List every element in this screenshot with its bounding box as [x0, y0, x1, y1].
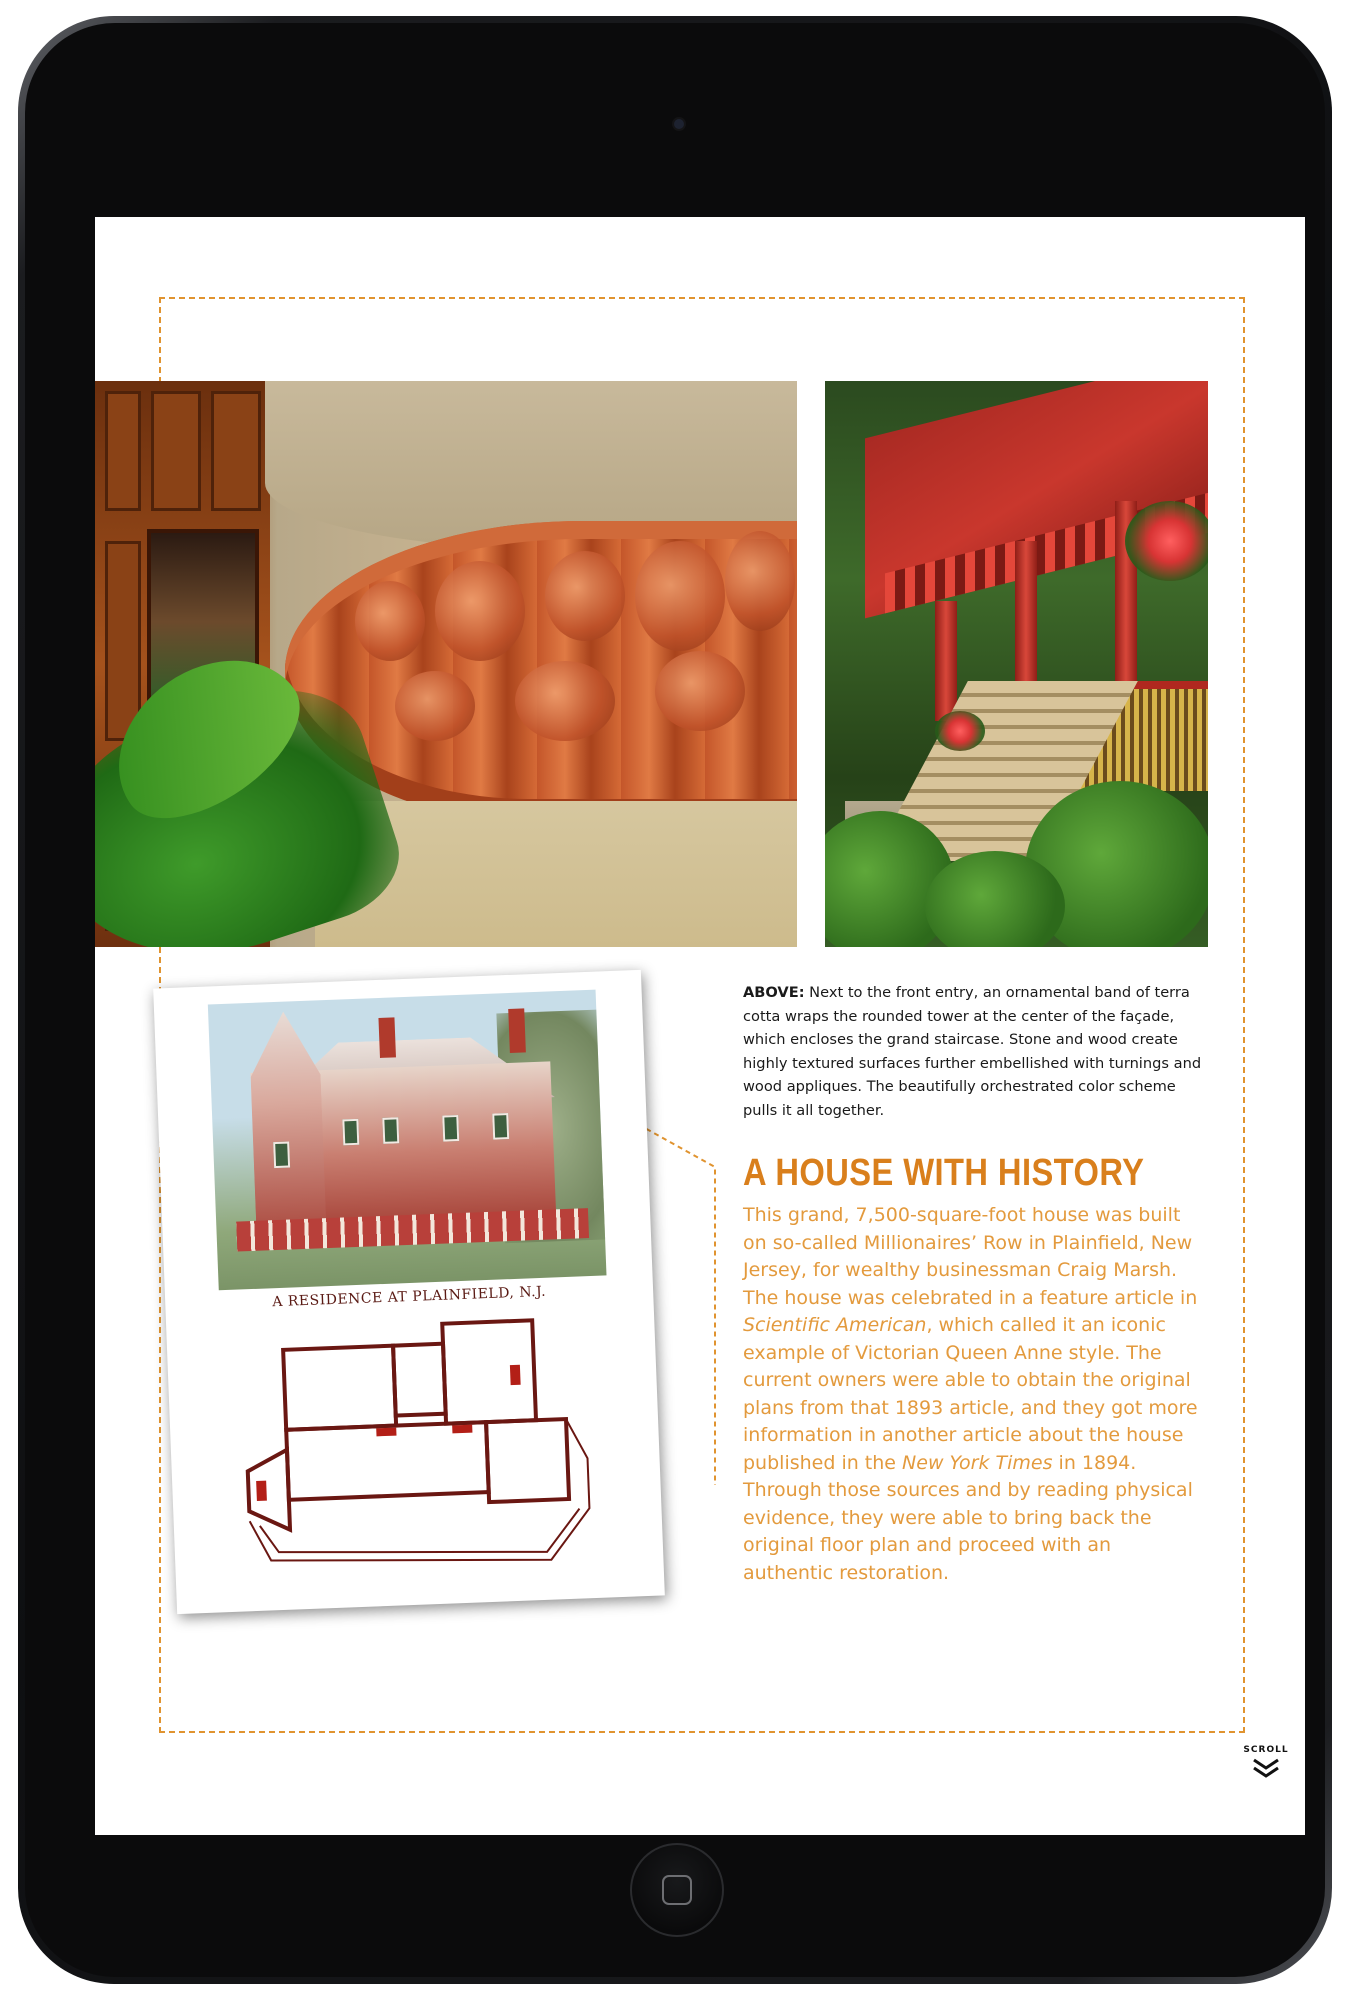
photo-terracotta-band: [95, 381, 797, 947]
article-heading: A HOUSE WITH HISTORY: [743, 1152, 1145, 1194]
front-camera: [674, 119, 684, 129]
home-button[interactable]: [630, 1843, 724, 1937]
caption-label: ABOVE:: [743, 984, 805, 1001]
tablet-device: [18, 16, 1332, 1984]
scroll-indicator[interactable]: [1243, 1745, 1289, 1779]
publication-scientific-american: Scientific American: [743, 1314, 927, 1336]
postcard-caption: A RESIDENCE AT PLAINFIELD, N.J.: [272, 1283, 547, 1311]
screen: [95, 217, 1305, 1835]
postcard-house-illustration: [208, 990, 607, 1291]
scroll-label: SCROLL: [1243, 1745, 1289, 1755]
caption-text: Next to the front entry, an ornamental band of terra cotta wraps the rounded tower at the center of the façade, which encloses the grand staircase. Stone and wood create highly textured surfaces further embellished with turnings and wood appliques. The beautifully orchestrated color scheme pulls it all together.: [743, 984, 1202, 1119]
floor-plan-drawing: [222, 1308, 612, 1592]
double-chevron-down-icon: [1243, 1757, 1289, 1779]
tablet-bezel: [25, 23, 1325, 1977]
photo-porch: [825, 381, 1208, 947]
home-square-icon: [662, 1875, 692, 1905]
vintage-postcard: [153, 970, 665, 1614]
article-body: This grand, 7,500-square-foot house was built on so-called Millionaires’ Row in Plainfield, New Jersey, for wealthy businessman Craig Marsh. The house was celebrated in a feature article in Scientific American, which called it an iconic example of Victorian Queen Anne style. The current owners were able to obtain the original plans from that 1893 article, and they got more information in another article about the house published in the New York Times in 1894. Through those sources and by reading physical evidence, they were able to bring back the original floor plan and proceed with an authentic restoration.: [743, 1204, 1198, 1584]
publication-new-york-times: New York Times: [902, 1451, 1053, 1474]
photo-caption: [743, 981, 1213, 1122]
